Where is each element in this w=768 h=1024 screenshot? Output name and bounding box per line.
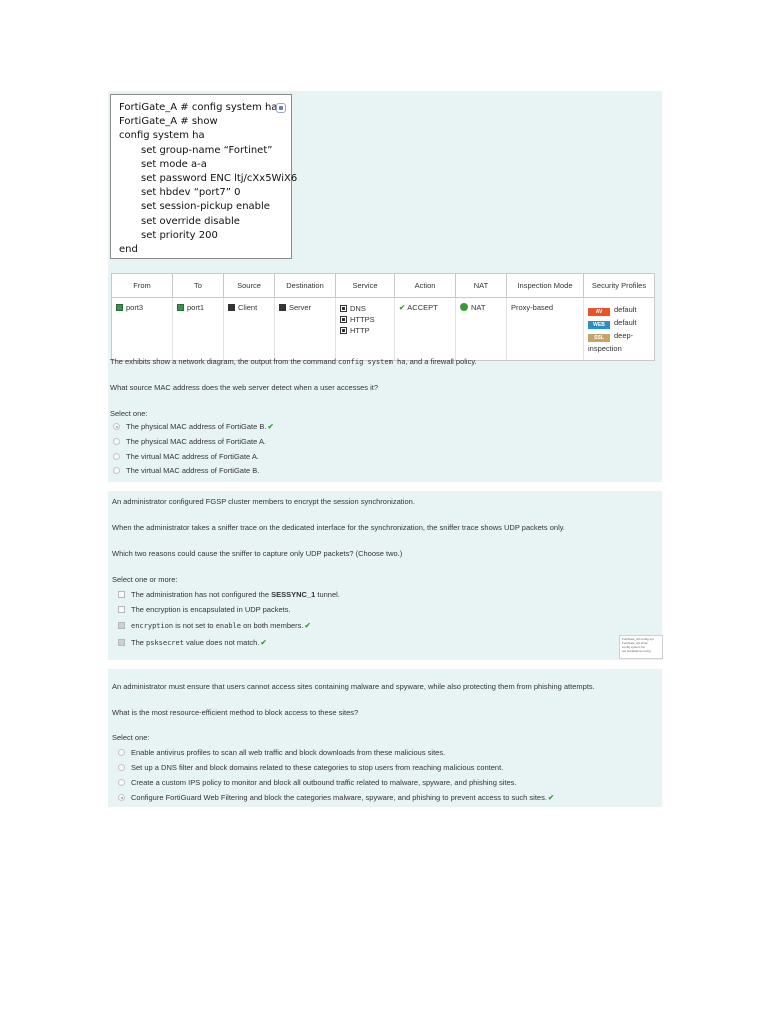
- radio-button[interactable]: [118, 794, 125, 801]
- q2-option-3[interactable]: encryption is not set to enable on both members.✔: [118, 621, 311, 630]
- col-header-inspection-mode: Inspection Mode: [507, 274, 584, 298]
- service-item: DNS: [340, 303, 390, 314]
- correct-check-icon: ✔: [304, 621, 311, 630]
- q3-question: What is the most resource-efficient method to block access to these sites?: [112, 708, 359, 717]
- q2-option-1[interactable]: The administration has not configured the SESSYNC_1 tunnel.: [118, 590, 340, 599]
- table-row[interactable]: [112, 298, 655, 361]
- code-line: set hbdev “port7” 0: [141, 187, 241, 199]
- service-icon: [340, 316, 347, 323]
- service-icon: [340, 327, 347, 334]
- cell-nat: NAT: [456, 298, 507, 361]
- checkbox[interactable]: [118, 591, 125, 598]
- q1-select-label: Select one:: [110, 409, 148, 418]
- q2-option-2[interactable]: The encryption is encapsulated in UDP packets.: [118, 605, 291, 614]
- radio-button[interactable]: [118, 749, 125, 756]
- interface-icon: [116, 304, 123, 311]
- code-line: FortiGate_A # show: [119, 116, 218, 128]
- ssl-badge: SSL: [588, 334, 610, 342]
- address-icon: [228, 304, 235, 311]
- radio-button[interactable]: [118, 779, 125, 786]
- q2-intro: An administrator configured FGSP cluster members to encrypt the session synchronization.: [112, 497, 415, 506]
- q3-option-2[interactable]: Set up a DNS filter and block domains related to these categories to stop users from reaching malicious content.: [118, 763, 503, 772]
- code-line: set override disable: [141, 215, 240, 227]
- cell-to: port1: [173, 298, 224, 361]
- q3-option-1[interactable]: Enable antivirus profiles to scan all web traffic and block downloads from these malicious sites.: [118, 748, 445, 757]
- exhibit-thumbnail[interactable]: FortiGate_A# config sys FortiGate_A# show config system ha set standalone-config: [619, 635, 663, 659]
- q2-select-label: Select one or more:: [112, 575, 178, 584]
- q1-intro: The exhibits show a network diagram, the output from the command config system ha, and a firewall policy.: [110, 357, 477, 366]
- question-2-panel: [108, 491, 662, 660]
- col-header-nat: NAT: [456, 274, 507, 298]
- address-icon: [279, 304, 286, 311]
- col-header-destination: Destination: [275, 274, 336, 298]
- cell-security-profiles: [584, 298, 655, 361]
- code-line: config system ha: [119, 130, 205, 142]
- correct-check-icon: ✔: [547, 793, 555, 802]
- profile-item: AV default: [588, 303, 650, 316]
- col-header-from: From: [112, 274, 173, 298]
- cell-destination: Server: [275, 298, 336, 361]
- cell-service: [336, 298, 395, 361]
- web-badge: WEB: [588, 321, 610, 329]
- checkbox[interactable]: [118, 622, 125, 629]
- cell-source: Client: [224, 298, 275, 361]
- av-badge: AV: [588, 308, 610, 316]
- cell-action: ✔ ACCEPT: [395, 298, 456, 361]
- q1-question: What source MAC address does the web server detect when a user accesses it?: [110, 383, 379, 392]
- q3-option-3[interactable]: Create a custom IPS policy to monitor and block all outbound traffic related to malware, spyware, and phishing sites.: [118, 778, 516, 787]
- code-line: end: [119, 244, 138, 256]
- service-icon: [340, 305, 347, 312]
- check-icon: ✔: [399, 303, 406, 312]
- nat-enabled-icon: [460, 303, 468, 311]
- q1-option-3[interactable]: The virtual MAC address of FortiGate A.: [113, 452, 259, 461]
- code-line: set mode a-a: [141, 158, 207, 170]
- code-line: set group-name “Fortinet”: [141, 144, 273, 156]
- cell-inspection-mode: Proxy-based: [507, 298, 584, 361]
- ha-config-exhibit: [110, 94, 298, 259]
- interface-icon: [177, 304, 184, 311]
- q2-option-4[interactable]: The psksecret value does not match.✔: [118, 638, 267, 647]
- copy-icon[interactable]: [276, 103, 286, 113]
- q1-option-1[interactable]: The physical MAC address of FortiGate B.✔: [113, 422, 274, 431]
- col-header-security-profiles: Security Profiles: [584, 274, 655, 298]
- q2-question: Which two reasons could cause the sniffer to capture only UDP packets? (Choose two.): [112, 549, 403, 558]
- correct-check-icon: ✔: [260, 638, 267, 647]
- radio-button[interactable]: [113, 423, 120, 430]
- profile-item: SSL deep-inspection: [588, 331, 634, 353]
- question-3-panel: [108, 669, 662, 807]
- cell-from: port3: [112, 298, 173, 361]
- radio-button[interactable]: [113, 438, 120, 445]
- q3-intro: An administrator must ensure that users cannot access sites containing malware and spyware, while also protecting them from phishing attempts.: [112, 682, 595, 691]
- code-line: FortiGate_A # config system ha: [119, 102, 278, 113]
- checkbox[interactable]: [118, 639, 125, 646]
- q3-select-label: Select one:: [112, 733, 150, 742]
- q1-option-2[interactable]: The physical MAC address of FortiGate A.: [113, 437, 266, 446]
- service-item: HTTPS: [340, 314, 390, 325]
- code-line: set session-pickup enable: [141, 201, 270, 213]
- q2-detail: When the administrator takes a sniffer trace on the dedicated interface for the synchronization, the sniffer trace shows UDP packets only.: [112, 523, 566, 532]
- col-header-to: To: [173, 274, 224, 298]
- radio-button[interactable]: [113, 467, 120, 474]
- code-line: set password ENC ltj/cXx5WiX6: [141, 173, 298, 185]
- service-item: HTTP: [340, 325, 390, 336]
- code-line: set priority 200: [141, 229, 218, 241]
- profile-item: WEB default: [588, 316, 650, 329]
- q1-option-4[interactable]: The virtual MAC address of FortiGate B.: [113, 466, 259, 475]
- col-header-source: Source: [224, 274, 275, 298]
- firewall-policy-table: [111, 273, 655, 361]
- question-1-panel: [108, 91, 662, 482]
- correct-check-icon: ✔: [267, 422, 274, 431]
- checkbox[interactable]: [118, 606, 125, 613]
- q3-option-4[interactable]: Configure FortiGuard Web Filtering and block the categories malware, spyware, and phishing to prevent access to such sites.✔: [118, 793, 554, 802]
- col-header-action: Action: [395, 274, 456, 298]
- col-header-service: Service: [336, 274, 395, 298]
- radio-button[interactable]: [113, 453, 120, 460]
- radio-button[interactable]: [118, 764, 125, 771]
